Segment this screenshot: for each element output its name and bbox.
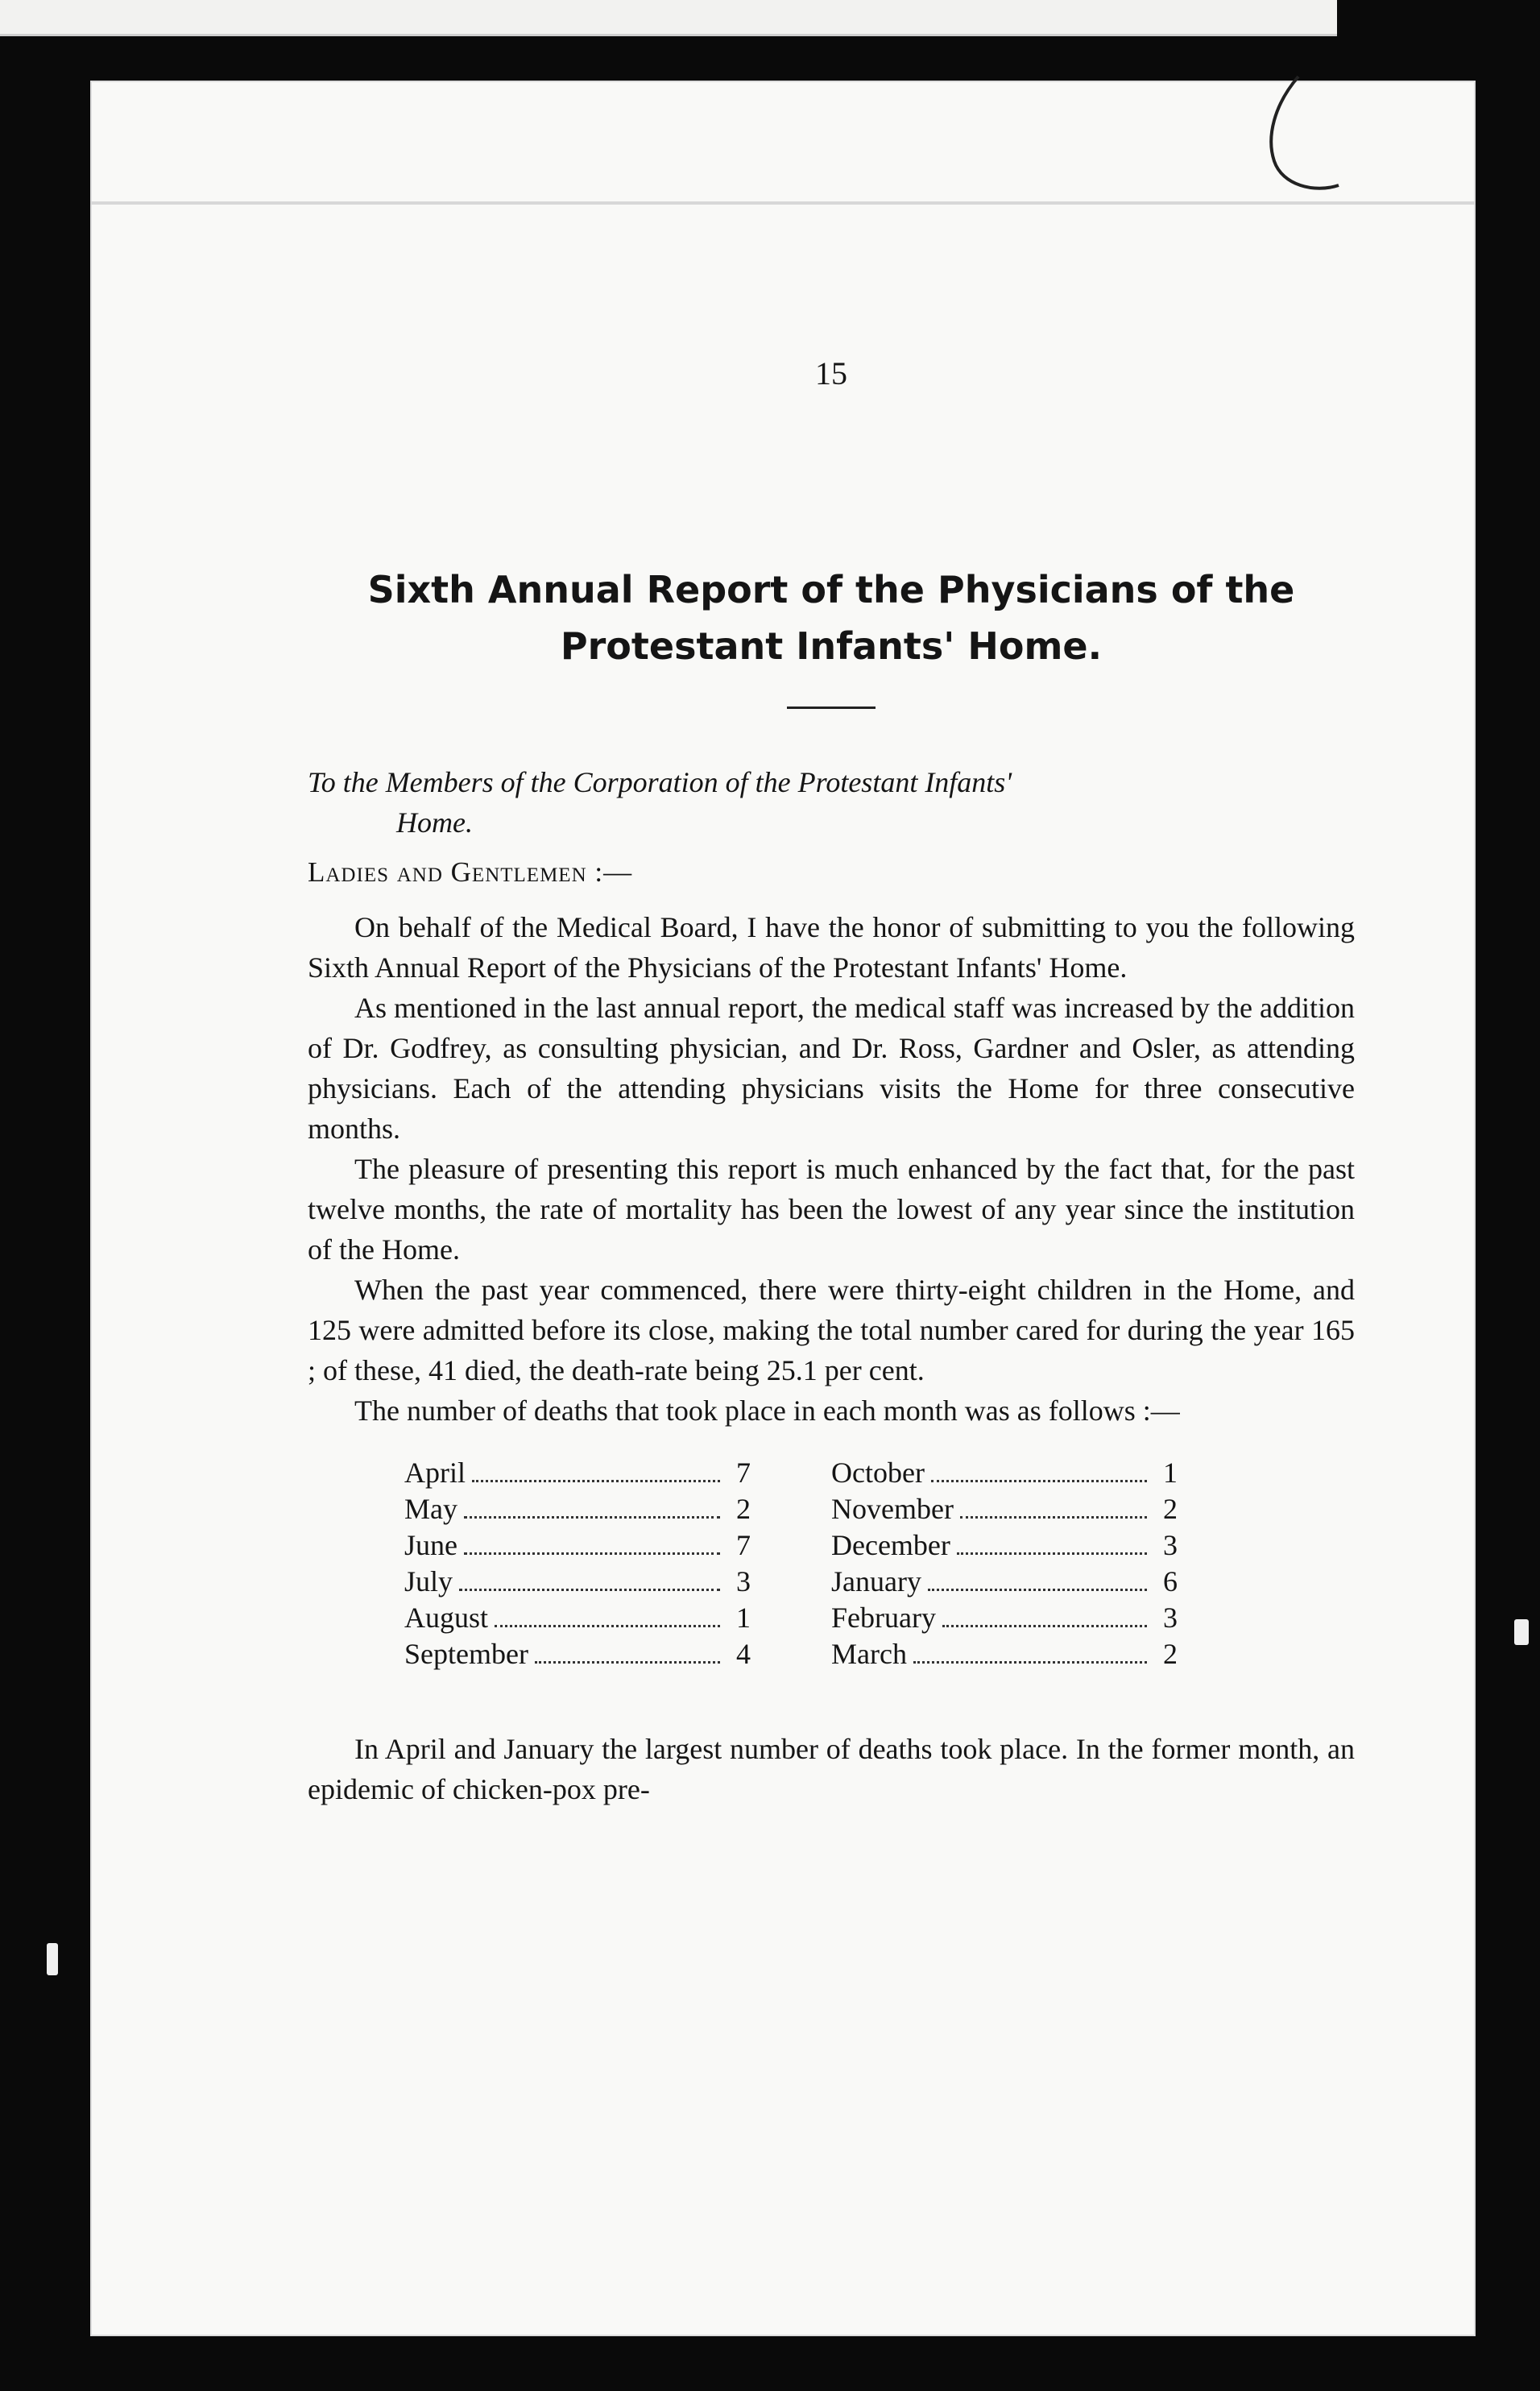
page-fold-line [90,201,1476,205]
leader-dots [495,1625,720,1627]
month-label: May [404,1493,457,1525]
paragraph: When the past year commenced, there were thirty-eight children in the Home, and 125 were admitted before its close, making the total number cared for during the year 165 ; of these, 41 died, the death-rate being 25.1 per cent. [308,1274,1355,1386]
month-label: February [831,1602,936,1634]
deaths-count: 2 [1163,1638,1178,1670]
leader-dots [942,1625,1147,1627]
month-label: November [831,1493,954,1525]
leader-dots [913,1661,1147,1664]
page-content [308,354,1355,1809]
leader-dots [472,1480,720,1482]
document-page [90,81,1476,2336]
scan-speck [47,1943,58,1975]
deaths-row [404,1491,751,1527]
salutation [308,762,1355,843]
paragraph: The number of deaths that took place in each month was as follows :— [354,1394,1180,1427]
deaths-row [404,1564,751,1600]
deaths-row [831,1491,1178,1527]
deaths-count: 2 [1163,1493,1178,1525]
salutation-line-2: Home. [396,806,473,839]
deaths-count: 4 [736,1638,751,1670]
leader-dots [464,1552,720,1555]
month-label: June [404,1529,457,1561]
deaths-count: 1 [1163,1457,1178,1489]
deaths-count: 7 [736,1529,751,1561]
deaths-count: 2 [736,1493,751,1525]
leader-dots [931,1480,1147,1482]
deaths-count: 6 [1163,1565,1178,1597]
salutation-line-1: To the Members of the Corporation of the Protestant Infants' [308,766,1012,798]
deaths-count: 3 [1163,1602,1178,1634]
paragraph: On behalf of the Medical Board, I have the honor of submitting to you the following Sixth Annual Report of the Physicians of the Protestant Infants' Home. [308,911,1355,984]
previous-page-edge [0,0,1337,36]
leader-dots [459,1589,720,1591]
leader-dots [960,1516,1147,1519]
deaths-count: 1 [736,1602,751,1634]
closing-paragraph: In April and January the largest number of deaths took place. In the former month, an epidemic of chicken-pox pre- [308,1733,1355,1805]
deaths-table [404,1455,1178,1672]
title-line-1: Sixth Annual Report of the Physicians of the [367,568,1295,611]
leader-dots [957,1552,1147,1555]
deaths-row [404,1527,751,1564]
month-label: October [831,1457,925,1489]
scan-speck [1514,1619,1529,1645]
month-label: April [404,1457,466,1489]
month-label: January [831,1565,921,1597]
deaths-column-right [831,1455,1178,1672]
deaths-row [831,1636,1178,1672]
deaths-row [404,1455,751,1491]
deaths-row [831,1527,1178,1564]
month-label: August [404,1602,489,1634]
month-label: December [831,1529,950,1561]
deaths-row [404,1600,751,1636]
paragraph: The pleasure of presenting this report is much enhanced by the fact that, for the past twelve months, the rate of mortality has been the lowest of any year since the institution of the Home. [308,1153,1355,1266]
month-label: July [404,1565,453,1597]
pencil-mark [1250,73,1347,201]
page-number: 15 [815,355,847,392]
deaths-count: 7 [736,1457,751,1489]
greeting: Ladies and Gentlemen :— [308,856,633,888]
title-rule [787,707,876,709]
deaths-row [404,1636,751,1672]
deaths-row [831,1600,1178,1636]
month-label: September [404,1638,528,1670]
deaths-row [831,1564,1178,1600]
deaths-row [831,1455,1178,1491]
leader-dots [535,1661,720,1664]
deaths-column-left [404,1455,751,1672]
deaths-count: 3 [1163,1529,1178,1561]
title-line-2: Protestant Infants' Home. [560,624,1103,668]
paragraph: As mentioned in the last annual report, the medical staff was increased by the addition of Dr. Godfrey, as consulting physician, and Dr. Ross, Gardner and Osler, as attending physicians. Each of the attending physicians visits the Home for three consecutive months. [308,992,1355,1145]
leader-dots [928,1589,1147,1591]
deaths-count: 3 [736,1565,751,1597]
report-title [308,561,1355,674]
leader-dots [464,1516,720,1519]
month-label: March [831,1638,907,1670]
